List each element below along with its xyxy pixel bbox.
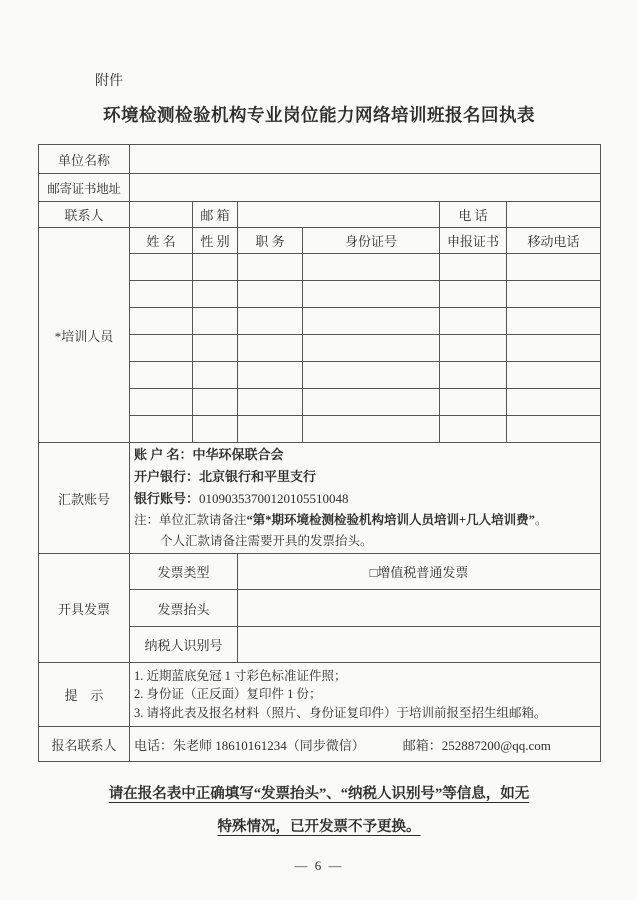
trainee-cell (507, 416, 601, 443)
tip-item-3: 3. 请将此表及报名材料（照片、身份证复印件）于培训前报至招生组邮箱。 (134, 705, 547, 720)
col-header-gender: 性 别 (193, 228, 238, 254)
trainee-cell (130, 362, 193, 389)
remittance-note: 注：单位汇款请备注“第*期环境检测检验机构培训人员培训+几人培训费”。 (134, 513, 548, 527)
email-field (238, 202, 440, 228)
mailing-address-label: 邮寄证书地址 (39, 174, 130, 202)
trainees-label: *培训人员 (39, 228, 130, 443)
remittance-row (39, 443, 601, 554)
invoice-title-label: 发票抬头 (130, 590, 238, 627)
registration-contact-row (39, 727, 601, 762)
trainee-cell (507, 308, 601, 335)
unit-name-row (39, 145, 601, 174)
contact-field (130, 202, 193, 228)
col-header-id-number: 身份证号 (303, 228, 440, 254)
trainee-cell (303, 335, 440, 362)
registration-contact-info (130, 727, 601, 762)
invoice-label: 开具发票 (39, 554, 130, 663)
trainee-cell (130, 308, 193, 335)
trainee-cell (193, 362, 238, 389)
registration-contact-label: 报名联系人 (39, 727, 130, 762)
col-header-name: 姓 名 (130, 228, 193, 254)
remittance-details (130, 443, 601, 554)
remittance-bank: 开户银行：北京银行和平里支行 (134, 469, 317, 484)
trainee-cell (193, 335, 238, 362)
tips-label: 提 示 (39, 663, 130, 727)
invoice-notice (38, 778, 600, 844)
trainee-cell (507, 389, 601, 416)
invoice-type-row (39, 554, 601, 590)
trainee-cell (193, 308, 238, 335)
trainee-cell (238, 254, 303, 281)
trainee-cell (507, 254, 601, 281)
trainee-cell (440, 281, 507, 308)
trainee-cell (130, 416, 193, 443)
invoice-type-value: □增值税普通发票 (238, 554, 601, 590)
trainee-cell (130, 254, 193, 281)
trainee-cell (193, 389, 238, 416)
trainee-cell (193, 254, 238, 281)
trainee-cell (193, 416, 238, 443)
trainee-cell (507, 335, 601, 362)
trainee-cell (238, 389, 303, 416)
mailing-address-field (130, 174, 601, 202)
trainee-cell (440, 389, 507, 416)
trainee-cell (130, 389, 193, 416)
trainee-cell (130, 335, 193, 362)
tips-content (130, 663, 601, 727)
trainee-cell (507, 281, 601, 308)
remittance-label: 汇款账号 (39, 443, 130, 554)
registration-contact-phone: 电话：朱老师 18610161234（同步微信） (134, 737, 365, 753)
trainee-cell (238, 335, 303, 362)
trainee-cell (238, 362, 303, 389)
taxpayer-id-field (238, 627, 601, 663)
phone-label: 电 话 (440, 202, 507, 228)
tips-row (39, 663, 601, 727)
remittance-account-name: 账 户 名：中华环保联合会 (134, 447, 284, 462)
trainee-cell (440, 335, 507, 362)
trainee-cell (303, 308, 440, 335)
trainee-cell (303, 416, 440, 443)
page-title: 环境检测检验机构专业岗位能力网络培训班报名回执表 (103, 105, 535, 125)
trainee-cell (238, 416, 303, 443)
trainee-cell (238, 308, 303, 335)
trainee-cell (303, 389, 440, 416)
invoice-title-field (238, 590, 601, 627)
unit-name-label: 单位名称 (39, 145, 130, 174)
col-header-position: 职 务 (238, 228, 303, 254)
invoice-type-label: 发票类型 (130, 554, 238, 590)
tip-item-2: 2. 身份证（正反面）复印件 1 份； (134, 687, 322, 702)
trainee-cell (303, 254, 440, 281)
col-header-mobile: 移动电话 (507, 228, 601, 254)
col-header-certificate: 申报证书 (440, 228, 507, 254)
registration-form-table (38, 144, 601, 762)
contact-label: 联系人 (39, 202, 130, 228)
invoice-notice-line2: 特殊情况，已开发票不予更换。 (217, 819, 421, 835)
phone-field (507, 202, 601, 228)
tip-item-1: 1. 近期蓝底免冠 1 寸彩色标准证件照； (134, 668, 347, 683)
contact-row (39, 202, 601, 228)
unit-name-field (130, 145, 601, 174)
registration-contact-email: 邮箱：252887200@qq.com (402, 737, 551, 753)
email-label: 邮 箱 (193, 202, 238, 228)
trainee-cell (440, 254, 507, 281)
invoice-notice-line1: 请在报名表中正确填写“发票抬头”、“纳税人识别号”等信息，如无 (108, 786, 530, 802)
page-number: — 6 — (294, 858, 344, 873)
trainee-cell (440, 308, 507, 335)
attachment-label: 附件 (95, 74, 123, 89)
mailing-address-row (39, 174, 601, 202)
remittance-account-number: 银行账号：01090353700120105510048 (134, 491, 349, 506)
trainee-cell (303, 362, 440, 389)
trainee-cell (193, 281, 238, 308)
trainee-cell (440, 362, 507, 389)
remittance-note-line2: 个人汇款请备注需要开具的发票抬头。 (160, 534, 373, 548)
trainee-cell (507, 362, 601, 389)
trainee-cell (440, 416, 507, 443)
trainee-header-row (39, 228, 601, 254)
trainee-cell (130, 281, 193, 308)
taxpayer-id-label: 纳税人识别号 (130, 627, 238, 663)
trainee-cell (238, 281, 303, 308)
trainee-cell (303, 281, 440, 308)
